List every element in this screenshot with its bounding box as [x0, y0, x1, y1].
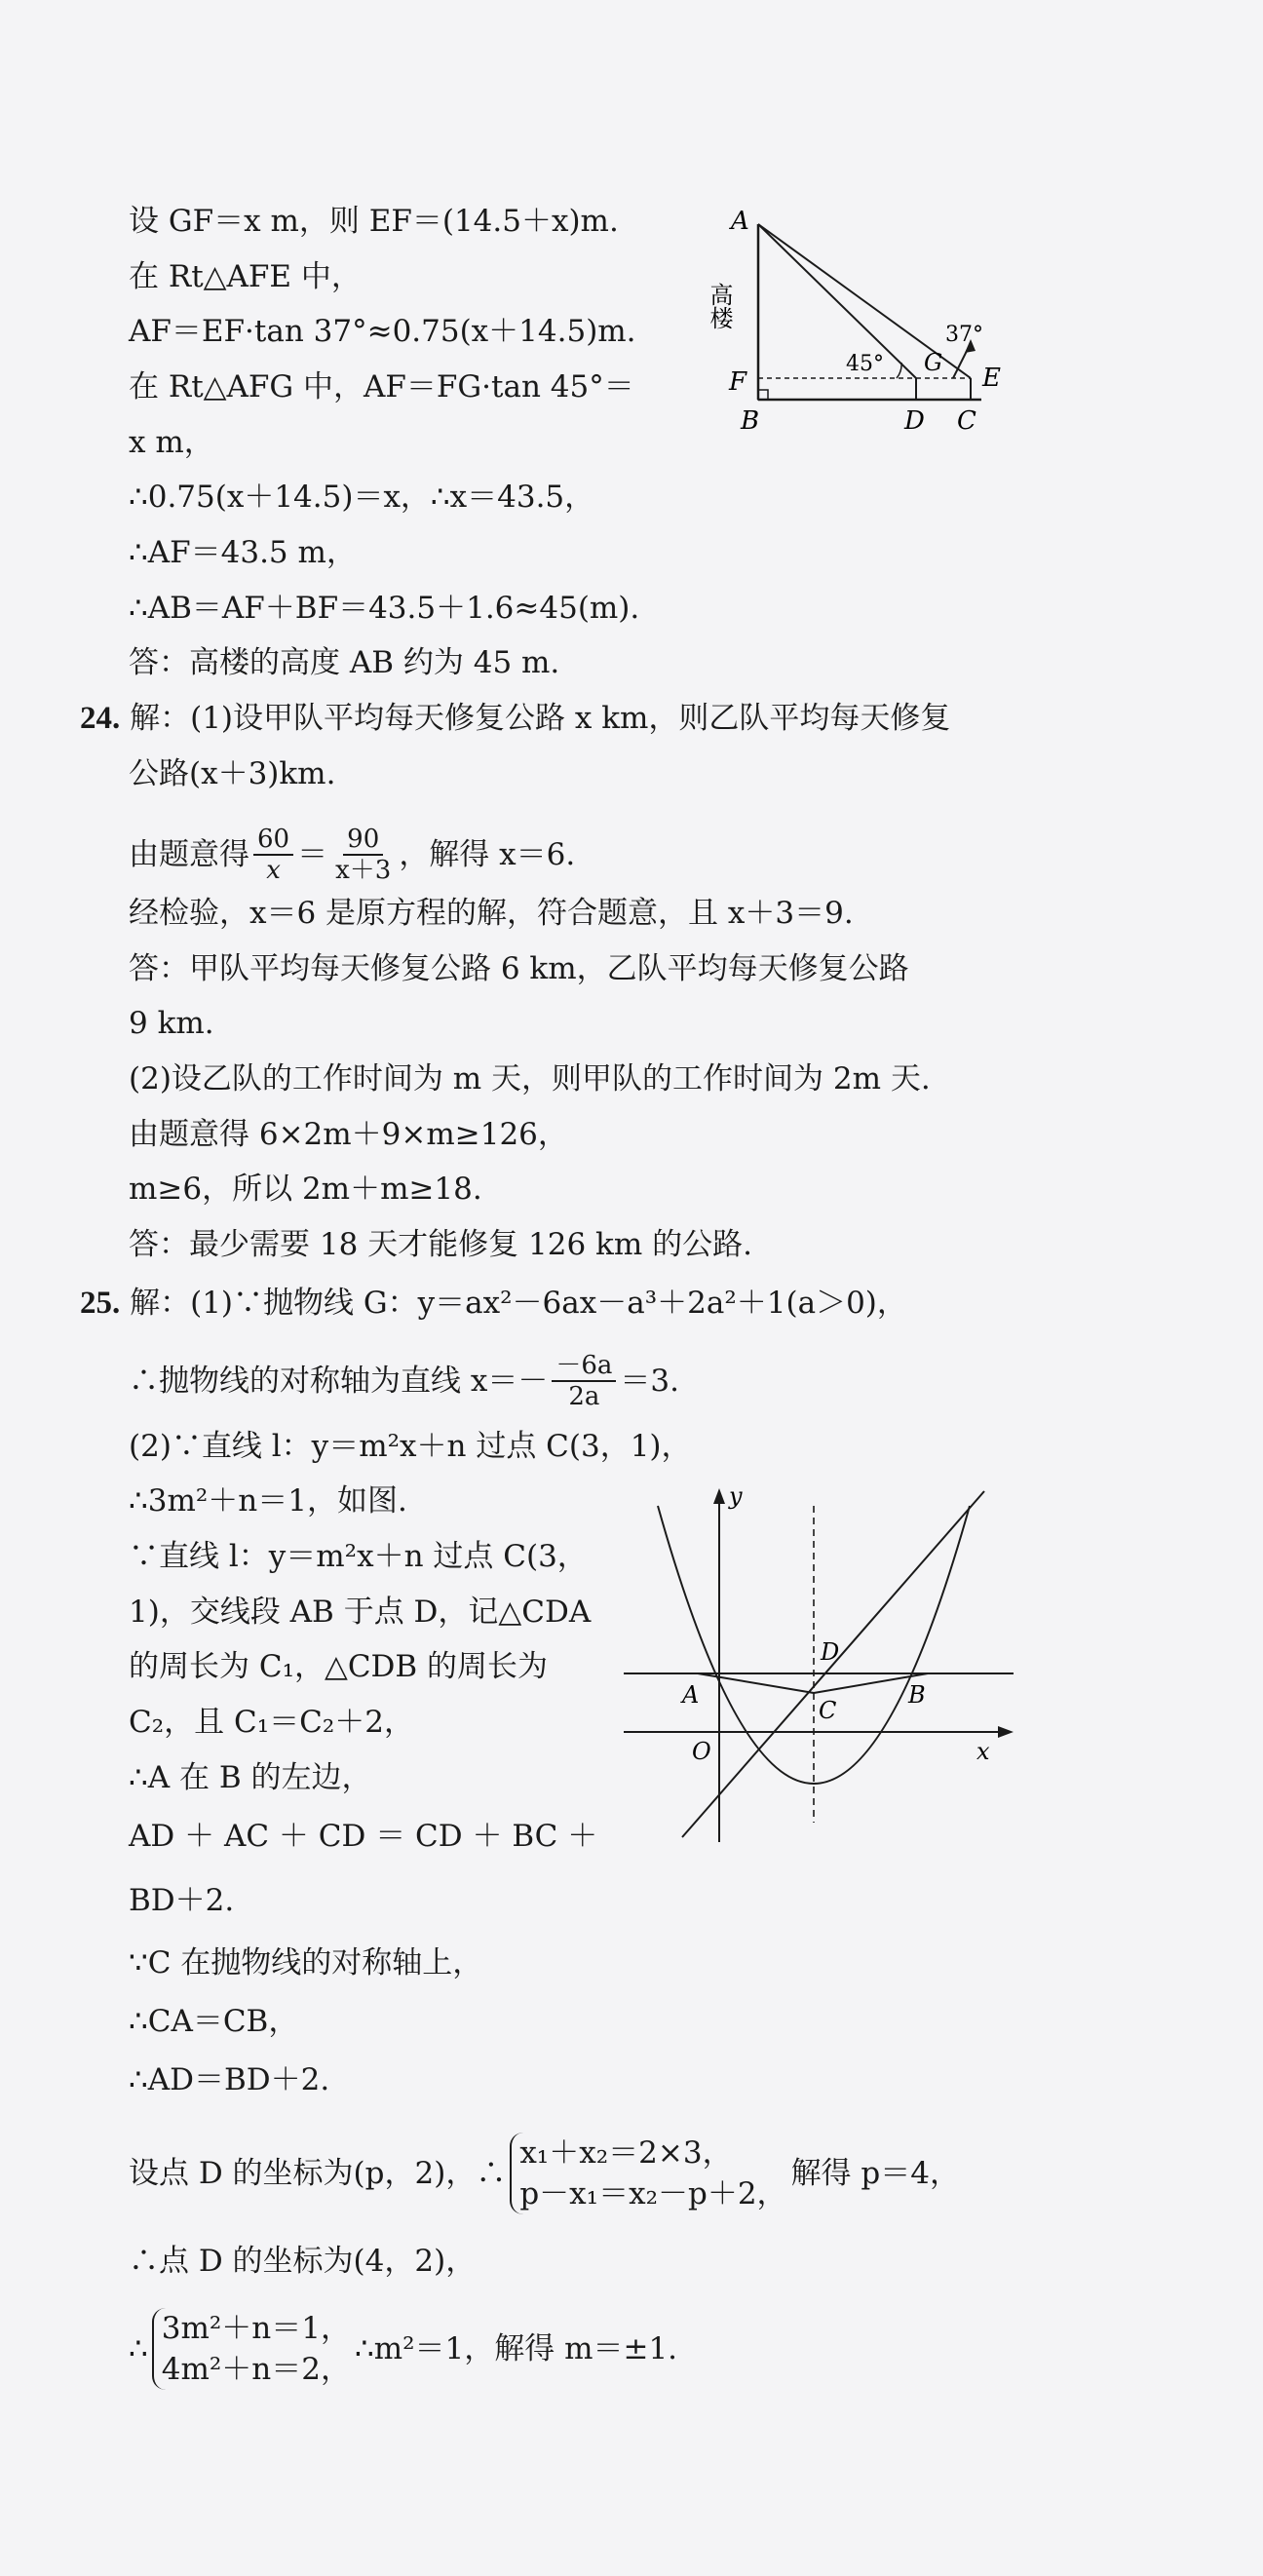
system-eq: 4m²＋n＝2， — [161, 2352, 351, 2387]
q25-line: ∵直线 l：y＝m²x＋n 过点 C(3， — [129, 1539, 588, 1574]
denominator: x — [266, 856, 281, 885]
fraction — [552, 1351, 616, 1411]
q24-line: m≥6，所以 2m＋m≥18. — [129, 1172, 482, 1207]
text-line: 答：高楼的高度 AB 约为 45 m. — [129, 645, 560, 680]
label-C: C — [819, 1697, 837, 1724]
q25-line: ∴CA＝CB， — [129, 2004, 299, 2039]
eq-prefix: 由题意得 — [129, 837, 249, 872]
text-line: ∴AB＝AF＋BF＝43.5＋1.6≈45(m). — [129, 591, 640, 626]
system-prefix: ∴ — [129, 2331, 148, 2366]
text-line: AF＝EF·tan 37°≈0.75(x＋14.5)m. — [129, 314, 636, 349]
fraction — [331, 825, 395, 885]
parabola-figure — [614, 1477, 1023, 1857]
system-suffix: 解得 p＝4， — [790, 2156, 960, 2191]
axis-prefix: ∴抛物线的对称轴为直线 x＝－ — [129, 1364, 549, 1399]
text-line: 在 Rt△AFE 中， — [129, 259, 362, 294]
equation-system — [510, 2133, 786, 2214]
q24-line: 公路(x＋3)km. — [129, 756, 336, 791]
q25-line: BD＋2. — [129, 1883, 235, 1918]
numerator: 90 — [343, 825, 383, 856]
axis-suffix: ＝3. — [620, 1364, 679, 1399]
text-line: 在 Rt△AFG 中，AF＝FG·tan 45°＝ — [129, 369, 634, 404]
q25-line: C₂，且 C₁＝C₂＋2， — [129, 1705, 415, 1740]
equals: ＝ — [297, 837, 328, 872]
q25-text: 解：(1)∵抛物线 G：y＝ax²－6ax－a³＋2a²＋1(a＞0)， — [130, 1286, 907, 1321]
q25-axis-line — [129, 1337, 679, 1425]
q25-system-2 — [129, 2300, 677, 2398]
q24-line — [80, 697, 950, 740]
text-line: 设 GF＝x m，则 EF＝(14.5＋x)m. — [129, 204, 619, 239]
system-eq: p－x₁＝x₂－p＋2， — [519, 2176, 787, 2211]
system-eq: 3m²＋n＝1， — [161, 2311, 351, 2346]
label-O: O — [692, 1738, 711, 1765]
label-y: y — [729, 1482, 743, 1510]
q25-line: 的周长为 C₁，△CDB 的周长为 — [129, 1649, 549, 1684]
building-label: 高楼 — [706, 283, 733, 329]
q24-line: (2)设乙队的工作时间为 m 天，则甲队的工作时间为 2m 天. — [129, 1061, 931, 1096]
q25-line: (2)∵直线 l：y＝m²x＋n 过点 C(3，1)， — [129, 1429, 692, 1464]
text-line: ∴AF＝43.5 m， — [129, 535, 357, 570]
numerator: －6a — [552, 1351, 616, 1382]
label-x: x — [976, 1738, 990, 1765]
text-line: x m， — [129, 425, 214, 460]
q24-equation — [129, 811, 575, 899]
q25-system-1 — [129, 2125, 960, 2222]
q24-number: 24. — [80, 701, 121, 736]
denominator: x＋3 — [335, 856, 392, 885]
label-B: B — [908, 1681, 926, 1709]
text-line: ∴0.75(x＋14.5)＝x，∴x＝43.5， — [129, 480, 595, 515]
label-D: D — [904, 406, 925, 436]
q24-line: 答：最少需要 18 天才能修复 126 km 的公路. — [129, 1227, 752, 1262]
q25-line — [80, 1282, 907, 1325]
q25-line: ∵C 在抛物线的对称轴上， — [129, 1945, 483, 1980]
numerator: 60 — [253, 825, 293, 856]
label-A: A — [682, 1681, 700, 1709]
q25-line: AD ＋ AC ＋ CD ＝ CD ＋ BC ＋ — [129, 1819, 598, 1854]
label-E: E — [982, 364, 1001, 393]
angle-45-label: 45° — [846, 352, 884, 376]
system-prefix: 设点 D 的坐标为(p，2)，∴ — [129, 2156, 507, 2191]
q25-line: ∴A 在 B 的左边， — [129, 1760, 372, 1795]
fraction — [253, 825, 293, 885]
q25-number: 25. — [80, 1286, 121, 1321]
angle-37-label: 37° — [945, 323, 983, 347]
label-C: C — [957, 406, 976, 436]
building-figure — [702, 195, 1014, 448]
q25-line: ∴点 D 的坐标为(4，2)， — [129, 2244, 477, 2279]
label-A: A — [731, 207, 749, 236]
q24-line: 答：甲队平均每天修复公路 6 km，乙队平均每天修复公路 — [129, 951, 909, 986]
q25-line: 1)，交线段 AB 于点 D，记△CDA — [129, 1595, 592, 1630]
q24-line: 9 km. — [129, 1006, 214, 1041]
equation-system — [152, 2308, 351, 2390]
q24-line: 由题意得 6×2m＋9×m≥126， — [129, 1117, 568, 1152]
q24-text: 解：(1)设甲队平均每天修复公路 x km，则乙队平均每天修复 — [130, 701, 951, 736]
eq-suffix: ，解得 x＝6. — [399, 837, 576, 872]
q25-line: ∴3m²＋n＝1，如图. — [129, 1483, 407, 1519]
label-F: F — [729, 367, 747, 397]
denominator: 2a — [568, 1382, 600, 1411]
label-D: D — [821, 1638, 840, 1666]
label-G: G — [924, 349, 943, 376]
system-suffix: ∴m²＝1，解得 m＝±1. — [354, 2331, 678, 2366]
q24-line: 经检验，x＝6 是原方程的解，符合题意，且 x＋3＝9. — [129, 896, 854, 931]
system-eq: x₁＋x₂＝2×3， — [519, 2135, 733, 2171]
label-B: B — [741, 406, 760, 436]
q25-line: ∴AD＝BD＋2. — [129, 2062, 330, 2097]
